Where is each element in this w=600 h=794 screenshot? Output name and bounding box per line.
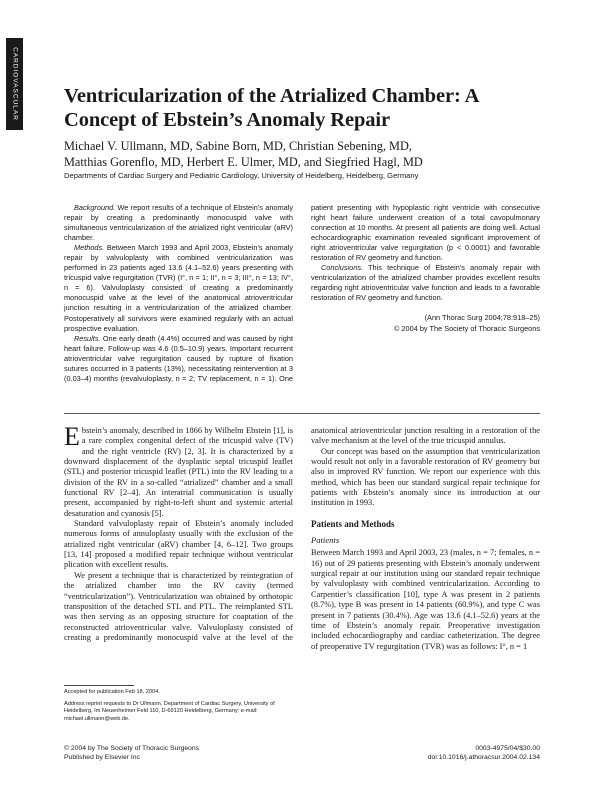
body-paragraph-2 (64, 519, 293, 571)
abstract-conclusions (311, 263, 540, 303)
abstract (64, 203, 540, 386)
section-heading: Patients and Methods (311, 518, 395, 529)
article-body (64, 422, 541, 662)
citation-link[interactable]: [5] (151, 508, 162, 518)
body-paragraph-3: We present a technique that is characterized by reintegration of the atrialized chamber into the RV cavity (termed “ventricularization”). Ventricularization was obtained by orthotopic transposition of the detached STL and PTL. The reimplanted STL was then serving as an opposing structure for coaptation of the reconstructed atrioventricular valve. Valvuloplasty consisted of creating a predominantly monocuspid valve at the level of the anatomical atrioventricular junction resulting in a restoration of the valve mechanism at the level of the true tricuspid annulus. (64, 426, 540, 642)
body-text: , type A was present in 2 patients (8.7%), type B was present in 14 patients (60.9%), and type C was present in 7 patients (30.4%). Age was 13.6 (4.1–52.6) years at the time of Ebstein’s anomaly repair. Preoperative investigation included echocardiography and cardiac catheterization. The degree of preoperative TV regurgitation (TVR) was as follows: I°, n = 1 (311, 589, 541, 651)
drop-cap: E (64, 422, 80, 451)
footer-copyright: © 2004 by The Society of Thoracic Surgeons (64, 745, 200, 752)
affiliation: Departments of Cardiac Surgery and Pediatric Cardiology, University of Heidelberg, Heidelberg, Germany (64, 171, 419, 180)
citation-link[interactable]: [10] (403, 589, 418, 599)
author-list (64, 138, 544, 170)
authors-line-1: Michael V. Ullmann, MD, Sabine Born, MD, Christian Sebening, MD, (64, 139, 412, 153)
body-text: bstein’s anomaly, described in 1866 by Wilhelm Ebstein (81, 426, 274, 435)
body-text: . An interatrial communication is usually present, accompanied by right-to-left shunt and systemic arterial desaturation and cyanosis (64, 488, 293, 518)
footnote-accepted: Accepted for publication Feb 18, 2004. (64, 689, 160, 695)
abstract-background-text: We report results of a technique of Ebstein’s anomaly repair by creating a predominantly monocuspid valve with simultaneous ventricularization of the atrialized right ventricular (aRV) chamber. (64, 203, 293, 243)
body-text: proposed a modified repair technique without ventricular plication with excellent results. (64, 550, 293, 570)
abstract-methods-text: Between March 1993 and April 2003, Ebstein’s anomaly repair by valvuloplasty with combined ventricularization was performed in 23 patients aged 13.6 (4.1–52.6) years presenting with tricuspid valve regurgitation (TVR) (I°, n = 1; II°, n = 3; III°, n = 13; IV°, n = 6). Valvuloplasty consisted of creating a predominantly monocuspid valve at the level of the anatomical atrioventricular junction resulting in a ventricularization of the atrialized chamber. Postoperatively all survivors were examined regularly with an actual prospective evaluation. (64, 243, 293, 333)
subsection-heading: Patients (311, 535, 340, 546)
body-text: . (161, 508, 164, 518)
body-text: , is a rare complex congenital defect of the tricuspid valve (TV) and the right ventricle (RV) (81, 426, 293, 456)
footnote-divider (64, 685, 134, 686)
footer-publisher: Published by Elsevier Inc (64, 754, 140, 761)
body-text: Standard valvuloplasty repair of Ebstein’s anomaly included numerous forms of annuloplasty usually with the exclusion of the atrialized right ventricular (aRV) chamber (64, 519, 293, 549)
authors-line-2: Matthias Gorenflo, MD, Herbert E. Ulmer, MD, and Siegfried Hagl, MD (64, 155, 423, 169)
footnotes (64, 689, 296, 727)
abstract-divider (64, 413, 540, 414)
section-tab (6, 38, 23, 130)
abstract-background-label: Background. (74, 203, 116, 212)
abstract-background (64, 203, 293, 243)
footer-issn: 0003-4975/04/$30.00 (475, 745, 540, 752)
body-text: . It is characterized by a downward displacement of the dysplastic septal tricuspid leaflet (STL) and posterior tricuspid leaflet (PTL) into the RV leading to a division of the RV in a so-called “atrialized” chamber and a small functional RV (64, 446, 293, 498)
body-paragraph-1 (64, 422, 293, 519)
body-paragraph-4: Our concept was based on the assumption that ventricularization would result not only in a favorable restoration of RV geometry but also in improved RV function. We report our experience with this method, which has been our standard surgical repair technique for patients with Ebstein’s anomaly since its introduction at our institution in 1993. (311, 446, 540, 508)
footer-right (428, 744, 540, 762)
abstract-copyright: © 2004 by The Society of Thoracic Surgeons (394, 323, 540, 333)
abstract-results-label: Results. (74, 333, 101, 343)
body-paragraph-5 (311, 548, 540, 651)
body-text: Between March 1993 and April 2003, 23 (males, n = 7; females, n = 16) out of 29 patients presenting with Ebstein’s anomaly underwent surgical repair at our institution using our standard repair technique by valvuloplasty with combined ventricularization. According to Carpentier’s classification (311, 548, 540, 599)
citation-link[interactable]: [13, 14] (64, 550, 92, 560)
footer-left (64, 744, 199, 762)
citation-link[interactable]: [4, 6–12] (214, 539, 247, 549)
citation-link[interactable]: [1] (273, 426, 284, 435)
footer-doi[interactable]: doi:10.1016/j.athoracsur.2004.02.134 (427, 754, 540, 761)
footnote-address: Address reprint requests to Dr Ullmann, Department of Cardiac Surgery, University of Heidelberg, Im Neuenheimer Feld 110, D-69120 Heidelberg, Germany; e-mail: michael.ullmann@web.de. (64, 700, 275, 722)
citation-link[interactable]: [2, 3] (184, 446, 205, 456)
abstract-methods-label: Methods. (74, 243, 105, 253)
abstract-results-text: One early death (4.4%) occurred and was caused by right heart failure. Follow-up was 4.6 (0.5–10.9) years. Important recurrent atrioventricular valve regurgitation caused by rupture of fixation sutures occurred in 3 patients (13%), necessitating reintervention at 3 (0.03–4) months (revalvuloplasty, n = 2; TV replacement, n = 1). One patient presenting with hypoplastic right ventricle with consecutive right heart failure underwent creation of a total cavopulmonary connection at 10 months. At present all patients are doing well. Actual echocardiographic examination revealed significant improvement of right atrioventricular valve regurgitation (p < 0.0001) and favorable restoration of RV geometry and function. (64, 203, 540, 383)
citation-link[interactable]: [2–4] (120, 488, 139, 498)
body-text: . Two groups (246, 539, 293, 549)
abstract-conclusions-text: This technique of Ebstein’s anomaly repair with ventricularization of the atrialized chamber provides excellent results regarding right atrioventricular valve function and leads to a favorable restoration of RV geometry and function. (311, 263, 540, 303)
section-tab-label: CARDIOVASCULAR (11, 47, 18, 121)
article-title: Ventricularization of the Atrialized Chamber: A Concept of Ebstein’s Anomaly Repair (64, 85, 479, 131)
abstract-methods (64, 243, 293, 333)
abstract-conclusions-label: Conclusions. (321, 263, 364, 273)
abstract-citation: (Ann Thorac Surg 2004;78:918–25) (424, 313, 540, 323)
